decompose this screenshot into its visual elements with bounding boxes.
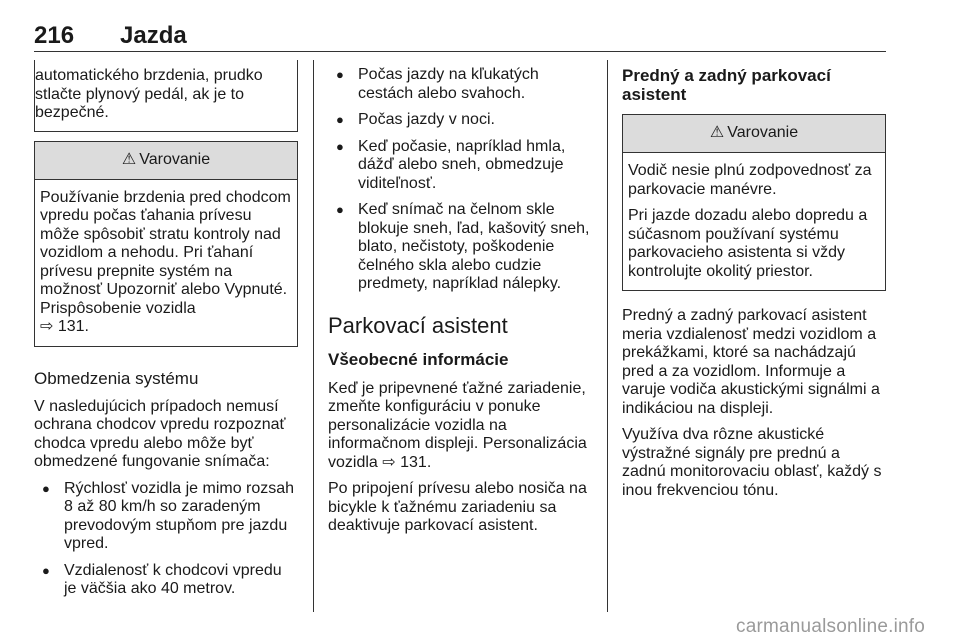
warning-title: Varovanie xyxy=(727,124,799,142)
section-heading: Obmedzenia systému xyxy=(34,368,199,388)
subsection-heading: Predný a zadný parkovací asistent xyxy=(622,66,831,104)
warning-triangle-icon: ⚠ xyxy=(121,150,137,168)
list-item: ● Počas jazdy v noci. xyxy=(328,111,592,130)
continued-note-box xyxy=(34,60,298,132)
list-item: ● Keď snímač na čelnom skle blokuje sneh, ľad, kašovitý sneh, blato, nečistoty, poškodenie čelného skla alebo cudzie predmety, napríklad nálepky. xyxy=(328,201,592,294)
continued-note-text: automatického brzdenia, prudko stlačte plynový pedál, ak je to bezpečné. xyxy=(35,67,263,121)
paragraph: Keď je pripevnené ťažné zariadenie, zmeňte konfiguráciu v ponuke personalizácie vozidla na informačnom displeji. Personalizácia vozidla xyxy=(328,379,587,471)
watermark: carmanualsonline.info xyxy=(736,616,926,637)
column-1 xyxy=(34,60,298,607)
list-item: ● Vzdialenosť k chodcovi vpredu je väčšia ako 40 metrov. xyxy=(34,562,298,599)
paragraph: Využíva dva rôzne akustické výstražné signály pre prednú a zadnú monitorovaciu oblasť, každý s inou frekvenciou tónu. xyxy=(622,426,882,499)
column-2 xyxy=(328,60,592,536)
warning-box xyxy=(622,114,886,291)
list-item: ● Rýchlosť vozidla je mimo rozsah 8 až 80 km/h so zaradeným prevodovým stupňom pre jazdu vpred. xyxy=(34,480,298,554)
page-ref-arrow-icon: ⇨ xyxy=(382,453,396,471)
list-item: ● Počas jazdy na kľukatých cestách alebo svahoch. xyxy=(328,66,592,103)
column-divider xyxy=(607,60,608,612)
warning-header xyxy=(623,115,885,153)
page-reference[interactable]: 131. xyxy=(57,318,89,335)
warning-text: Vodič nesie plnú zodpovednosť za parkovacie manévre. xyxy=(628,162,872,198)
section-title: Jazda xyxy=(120,22,187,49)
page-reference[interactable]: 131. xyxy=(400,453,432,471)
warning-box xyxy=(34,141,298,347)
warning-body xyxy=(623,153,885,290)
warning-title: Varovanie xyxy=(139,150,211,168)
column-3 xyxy=(622,60,886,500)
page-ref-arrow-icon: ⇨ xyxy=(40,318,54,335)
intro-paragraph: V nasledujúcich prípadoch nemusí ochrana chodcov vpredu rozpoznať chodca vpredu alebo môže byť obmedzené fungovanie snímača: xyxy=(34,397,286,470)
warning-body xyxy=(35,180,297,346)
paragraph: Predný a zadný parkovací asistent meria vzdialenosť medzi vozidlom a prekážkami, ktoré sa nachádzajú pred a za vozidlom. Informuje a varuje vodiča akustickými signálmi a indikáciou na displeji. xyxy=(622,307,880,417)
chapter-heading: Parkovací asistent xyxy=(328,312,508,338)
paragraph: Po pripojení prívesu alebo nosiča na bicykle k ťažnému zariadeniu sa deaktivuje parkovací asistent. xyxy=(328,480,587,534)
bullet-list xyxy=(34,480,298,599)
warning-triangle-icon: ⚠ xyxy=(709,124,725,142)
column-divider xyxy=(313,60,314,612)
page-number: 216 xyxy=(34,22,75,49)
warning-text: Pri jazde dozadu alebo dopredu a súčasnom používaní systému parkovacieho asistenta si vždy kontrolujte okolitý priestor. xyxy=(628,207,868,280)
bullet-list xyxy=(328,66,592,294)
warning-text: Používanie brzdenia pred chodcom vpredu počas ťahania prívesu môže spôsobiť stratu kontroly nad vozidlom a nehodu. Pri ťahaní prívesu prepnite systém na možnosť Upozorniť alebo Vypnuté. Prispôsobenie vozidla xyxy=(40,188,291,317)
page-header xyxy=(34,22,886,52)
warning-header xyxy=(35,142,297,180)
list-item: ● Keď počasie, napríklad hmla, dážď alebo sneh, obmedzuje viditeľnosť. xyxy=(328,138,592,194)
subsection-heading: Všeobecné informácie xyxy=(328,349,509,369)
